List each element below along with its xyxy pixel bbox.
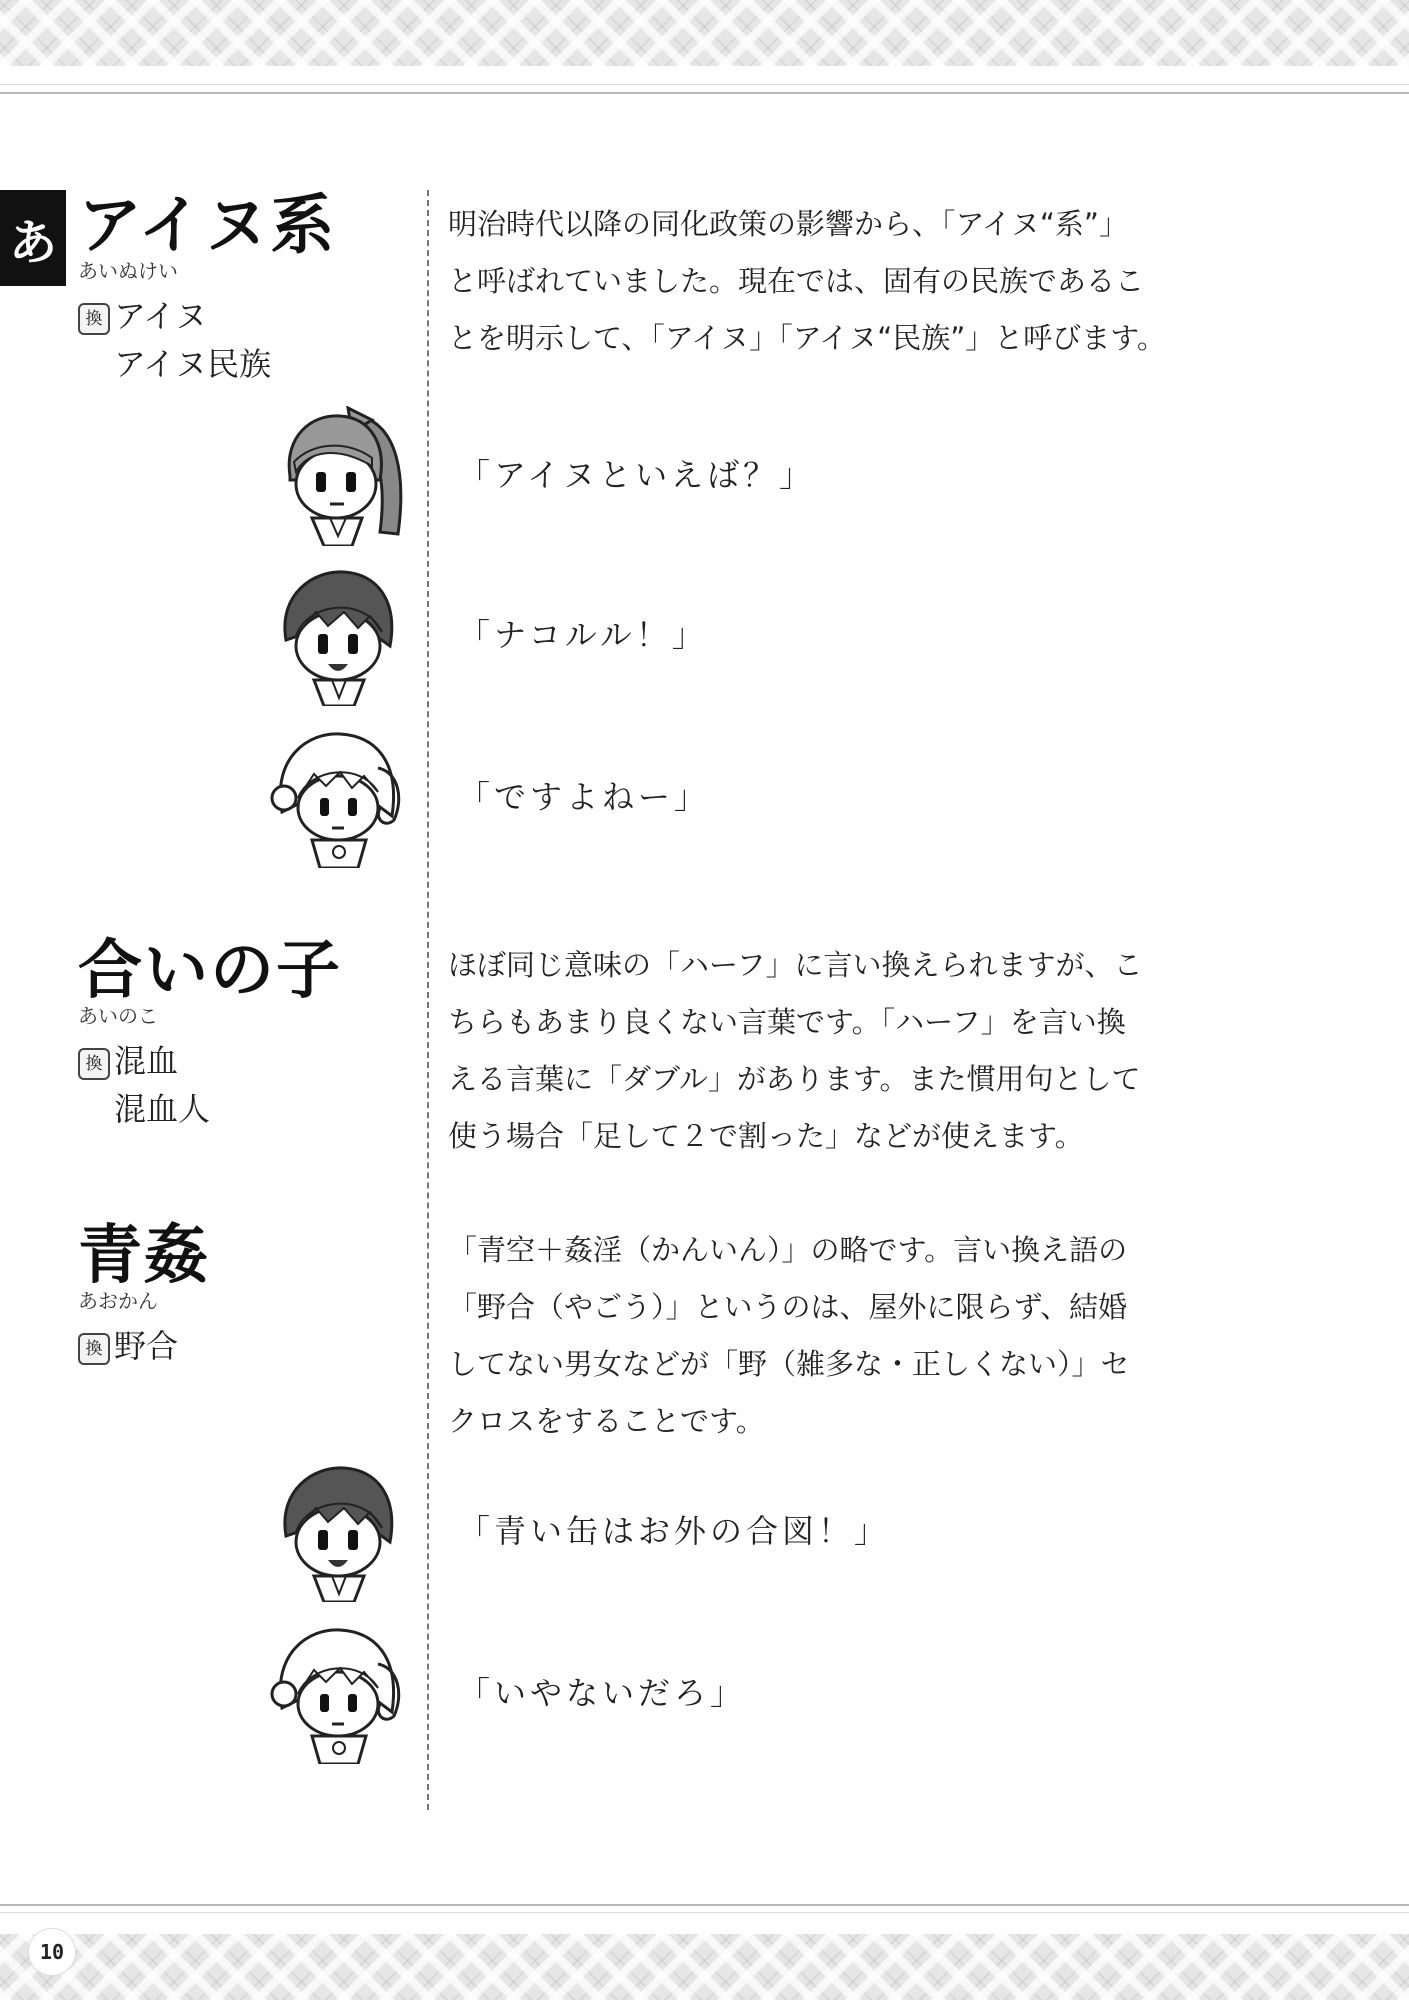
dialogue-line: 「ナコルル！」 bbox=[458, 616, 708, 654]
term-description bbox=[448, 937, 1228, 1165]
term-reading: あおかん bbox=[78, 1289, 158, 1313]
term-entry-ainoko bbox=[78, 935, 342, 1133]
bottom-rule-thin bbox=[0, 1912, 1409, 1913]
alternative-item bbox=[78, 292, 336, 340]
dialogue-line: 「アイヌといえば？」 bbox=[458, 456, 816, 494]
alternative-label: 野合 bbox=[114, 1327, 179, 1365]
replace-badge-icon: 換 bbox=[78, 303, 110, 335]
short-hair-boy-avatar-icon bbox=[268, 1462, 408, 1602]
dialogue-row bbox=[268, 1624, 1168, 1764]
dialogue-row bbox=[268, 1462, 1168, 1602]
alternatives-list bbox=[78, 292, 336, 388]
description-line: える言葉に「ダブル」があります。また慣用句として bbox=[448, 1062, 1141, 1096]
description-line: とを明示して、「アイヌ」「アイヌ“民族”」と呼びます。 bbox=[448, 321, 1166, 355]
term-entry-ainu-kei bbox=[78, 190, 336, 388]
short-hair-boy-avatar-icon bbox=[268, 566, 408, 706]
bottom-rule bbox=[0, 1904, 1409, 1906]
term-entry-aokan bbox=[78, 1220, 210, 1370]
alternative-label: 混血 bbox=[114, 1042, 179, 1080]
dialogue-row bbox=[268, 566, 1168, 706]
description-line: クロスをすることです。 bbox=[448, 1404, 765, 1438]
description-line: 明治時代以降の同化政策の影響から、「アイヌ“系”」 bbox=[448, 207, 1128, 241]
dialogue-line: 「ですよねー」 bbox=[458, 778, 711, 816]
dialogue-line: 「青い缶はお外の合図！」 bbox=[458, 1512, 891, 1550]
description-line: してない男女などが「野（雑多な・正しくない）」セ bbox=[448, 1347, 1130, 1381]
alternative-item: 混血人 bbox=[114, 1090, 211, 1128]
alternatives-list bbox=[78, 1037, 342, 1133]
term-title: アイヌ系 bbox=[78, 189, 337, 263]
term-reading: あいのこ bbox=[78, 1004, 158, 1028]
dialogue-row bbox=[268, 406, 1168, 546]
page-number: 10 bbox=[28, 1928, 76, 1976]
ponytail-girl-avatar-icon bbox=[268, 406, 408, 546]
term-description bbox=[448, 196, 1228, 367]
top-rule-thin bbox=[0, 84, 1409, 85]
bottom-plaid-border bbox=[0, 1934, 1409, 2000]
description-line: ほぼ同じ意味の「ハーフ」に言い換えられますが、こ bbox=[448, 948, 1143, 982]
description-line: 「野合（やごう）」というのは、屋外に限らず、結婚 bbox=[448, 1290, 1128, 1324]
alternative-label: アイヌ bbox=[114, 297, 208, 335]
dialogue-row bbox=[268, 728, 1168, 868]
section-kana-tab: あ bbox=[0, 190, 66, 286]
alternative-item bbox=[78, 1322, 210, 1370]
term-title: 青姦 bbox=[78, 1219, 210, 1293]
alternative-item bbox=[78, 1037, 342, 1085]
description-line: 使う場合「足して２で割った」などが使えます。 bbox=[448, 1119, 1084, 1153]
term-title: 合いの子 bbox=[78, 934, 342, 1008]
description-line: と呼ばれていました。現在では、固有の民族であるこ bbox=[448, 264, 1145, 298]
blonde-girl-avatar-icon bbox=[268, 1624, 408, 1764]
replace-badge-icon: 換 bbox=[78, 1048, 110, 1080]
blonde-girl-avatar-icon bbox=[268, 728, 408, 868]
alternative-item: アイヌ民族 bbox=[114, 345, 272, 383]
term-description bbox=[448, 1222, 1228, 1450]
top-plaid-border bbox=[0, 0, 1409, 66]
description-line: 「青空＋姦淫（かんいん）」の略です。言い換え語の bbox=[448, 1233, 1128, 1267]
replace-badge-icon: 換 bbox=[78, 1333, 110, 1365]
top-rule bbox=[0, 92, 1409, 94]
description-line: ちらもあまり良くない言葉です。「ハーフ」を言い換 bbox=[448, 1005, 1126, 1039]
alternatives-list bbox=[78, 1322, 210, 1370]
term-reading: あいぬけい bbox=[78, 259, 178, 283]
dialogue-line: 「いやないだろ」 bbox=[458, 1674, 747, 1712]
